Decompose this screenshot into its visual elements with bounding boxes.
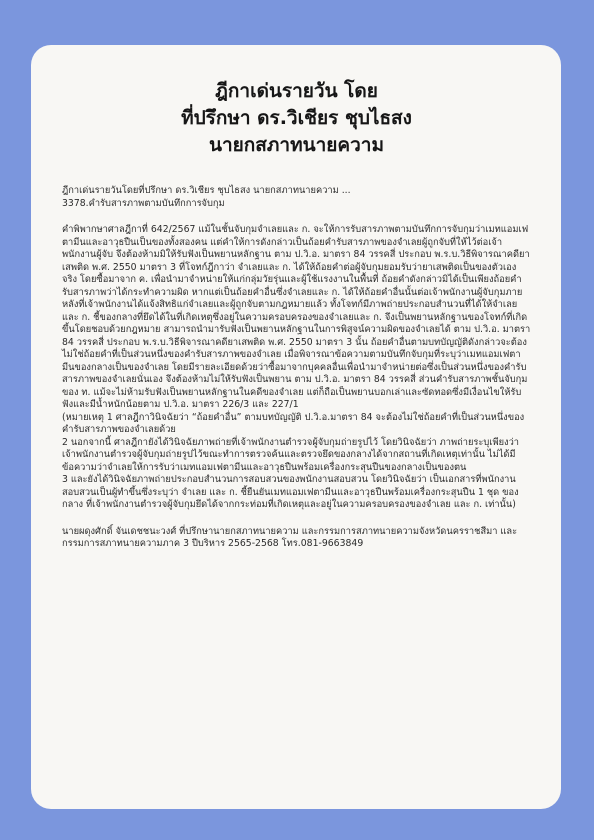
document-card <box>31 45 561 809</box>
judgment-body <box>62 224 531 512</box>
author-footer <box>62 526 531 551</box>
intro-line-1: ฎีกาเด่นรายวันโดยที่ปรึกษา ดร.วิเชียร ชุบไธสง นายกสภาทนายความ ... <box>62 185 351 196</box>
page-title <box>62 78 531 159</box>
intro-block <box>62 185 531 210</box>
note-3: 3 และยังได้วินิจฉัยภาพถ่ายประกอบสำนวนการสอบสวนของพนักงานสอบสวน โดยวินิจฉัยว่า เป็นเอกสารที่พนักงานสอบสวนเป็นผู้ทำขึ้นซึ่งระบุว่า จำเลย และ ก. ชี้ยืนยันเมทแอมเฟตามีนและอาวุธปืนพร้อมเครื่องกระสุนปืน 1 ชุด ของกลาง ที่เจ้าพนักงานตำรวจผู้จับกุมยึดได้จากกระท่อมที่เกิดเหตุและอยู่ในความครอบครองของจำเลย และ ก. เท่านั้น) <box>62 474 519 510</box>
title-line-3: นายกสภาทนายความ <box>209 134 384 156</box>
note-1: (หมายเหตุ 1 ศาลฎีกาวินิจฉัยว่า “ถ้อยคำอื่น” ตามบทบัญญัติ ป.วิ.อ.มาตรา 84 จะต้องไม่ใช่ถ้อยคำที่เป็นส่วนหนึ่งของคำรับสารภาพของจำเลยด้วย <box>62 411 525 435</box>
title-line-1: ฎีกาเด่นรายวัน โดย <box>215 80 378 102</box>
title-line-2: ที่ปรึกษา ดร.วิเชียร ชุบไธสง <box>181 107 412 129</box>
main-paragraph: คำพิพากษาศาลฎีกาที่ 642/2567 แม้ในชั้นจับกุมจำเลยและ ก. จะให้การรับสารภาพตามบันทึกการจับกุมว่าเมทแอมเฟตามีนและอาวุธปืนเป็นของทั้งสองคน แต่คำให้การดังกล่าวเป็นถ้อยคำรับสารภาพของจำเลยผู้ถูกจับที่ให้ไว้ต่อเจ้าพนักงานผู้จับ จึงต้องห้ามมิให้รับฟังเป็นพยานหลักฐาน ตาม ป.วิ.อ. มาตรา 84 วรรคสี่ ประกอบ พ.ร.บ.วิธีพิจารณาคดียาเสพติด พ.ศ. 2550 มาตรา 3 ที่โจทก์ฎีกาว่า จำเลยและ ก. ได้ให้ถ้อยคำต่อผู้จับกุมยอมรับว่ายาเสพติดเป็นของตัวเองจริง โดยซื้อมาจาก ค. เพื่อนำมาจำหน่ายให้แก่กลุ่มวัยรุ่นและผู้ใช้แรงงานในพื้นที่ ถ้อยคำดังกล่าวมิได้เป็นเพียงถ้อยคำรับสารภาพว่าได้กระทำความผิด หากแต่เป็นถ้อยคำอื่นซึ่งจำเลยและ ก. ได้ให้ถ้อยคำอื่นนั้นต่อเจ้าพนักงานผู้จับกุมภายหลังที่เจ้าพนักงานได้แจ้งสิทธิแก่จำเลยและผู้ถูกจับตามกฎหมายแล้ว ทั้งโจทก์มีภาพถ่ายประกอบสำนวนที่ได้ให้จำเลยและ ก. ชี้ของกลางที่ยึดได้ในที่เกิดเหตุซึ่งอยู่ในความครอบครองของจำเลยและ ก. จึงเป็นพยานหลักฐานของโจทก์ที่เกิดขึ้นโดยชอบด้วยกฎหมาย สามารถนำมารับฟังเป็นพยานหลักฐานในการพิสูจน์ความผิดของจำเลยได้ ตาม ป.วิ.อ. มาตรา 84 วรรคสี่ ประกอบ พ.ร.บ.วิธีพิจารณาคดียาเสพติด พ.ศ. 2550 มาตรา 3 นั้น ถ้อยคำอื่นตามบทบัญญัติดังกล่าวจะต้องไม่ใช่ถ้อยคำที่เป็นส่วนหนึ่งของคำรับสารภาพของจำเลย เมื่อพิจารณาข้อความตามบันทึกจับกุมที่ระบุว่าเมทแอมเฟตามีนของกลางเป็นของจำเลย โดยมีรายละเอียดด้วยว่าซื้อมาจากบุคคลอื่นเพื่อนำมาจำหน่ายต่อซึ่งเป็นส่วนหนึ่งของคำรับสารภาพของจำเลยนั่นเอง จึงต้องห้ามไม่ให้รับฟังเป็นพยาน ตาม ป.วิ.อ. มาตรา 84 วรรคสี่ ส่วนคำรับสารภาพชั้นจับกุมของ ท. แม้จะไม่ห้ามรับฟังเป็นพยานหลักฐานในคดีของจำเลย แต่ก็ถือเป็นพยานบอกเล่าและซัดทอดซึ่งมีเงื่อนไขให้รับฟังและมีน้ำหนักน้อยตาม ป.วิ.อ. มาตรา 226/3 และ 227/1 <box>62 224 531 410</box>
author-credit: นายผดุงศักดิ์ จันเดชชนะวงศ์ ที่ปรึกษานายกสภาทนายความ และกรรมการสภาทนายความจังหวัดนครราชสีมา และกรรมการสภาทนายความภาค 3 ปีบริหาร 2565-2568 โทร.081-9663849 <box>62 525 518 549</box>
intro-line-2: 3378.คำรับสารภาพตามบันทึกการจับกุม <box>62 197 225 209</box>
note-2: 2 นอกจากนี้ ศาลฎีกายังได้วินิจฉัยภาพถ่ายที่เจ้าพนักงานตำรวจผู้จับกุมถ่ายรูปไว้ โดยวินิจฉัยว่า ภาพถ่ายระบุเพียงว่า เจ้าพนักงานตำรวจผู้จับกุมถ่ายรูปไว้ขณะทำการตรวจค้นและตรวจยึดของกลางได้จากสถานที่เกิดเหตุเท่านั้น ไม่ได้มีข้อความว่าจำเลยให้การรับว่าเมทแอมเฟตามีนและอาวุธปืนพร้อมเครื่องกระสุนปืนของกลางเป็นของตน <box>62 436 520 473</box>
